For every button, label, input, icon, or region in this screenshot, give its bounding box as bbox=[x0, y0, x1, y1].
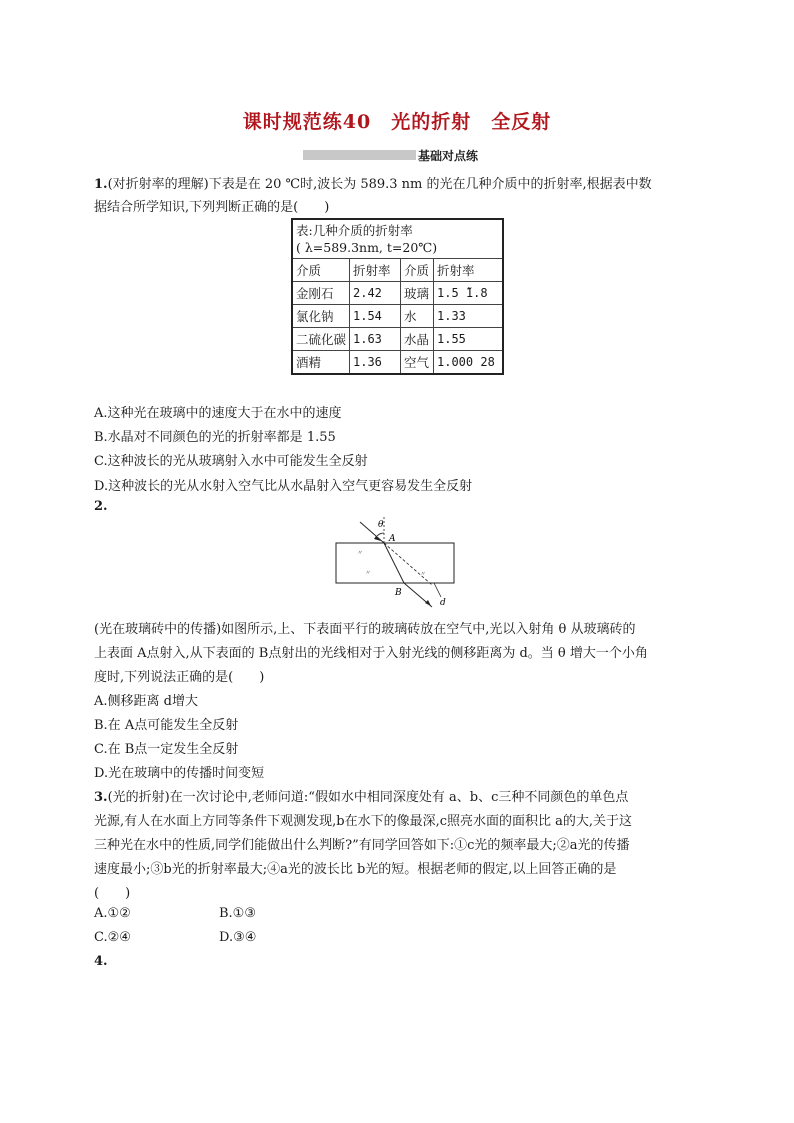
table-row bbox=[292, 328, 503, 351]
point-b-label: B bbox=[395, 588, 402, 598]
q3-option-c: C.②④ bbox=[94, 930, 131, 945]
table-cell: 氯化钠 bbox=[292, 305, 350, 328]
table-cell: 1.55 bbox=[434, 328, 504, 351]
q2-option-d: D.光在玻璃中的传播时间变短 bbox=[94, 766, 265, 781]
table-cell: 空气 bbox=[401, 351, 434, 375]
table-caption bbox=[292, 219, 503, 259]
q3-line3: 三种光在水中的性质,同学们能做出什么判断?”有同学回答如下:①c光的频率最大;②a光的传播 bbox=[94, 838, 630, 853]
q1-line2: 据结合所学知识,下列判断正确的是( ) bbox=[94, 200, 330, 215]
glass-brick bbox=[336, 543, 454, 583]
q1-option-c: C.这种波长的光从玻璃射入水中可能发生全反射 bbox=[94, 454, 368, 469]
refracted-ray bbox=[384, 543, 404, 583]
table-cell: 1.5 ̃1.8 bbox=[434, 282, 504, 305]
refractive-index-table bbox=[291, 218, 504, 375]
section-label: 基础对点练 bbox=[418, 149, 479, 163]
table-header: 介质 bbox=[292, 259, 350, 282]
incident-extension bbox=[384, 543, 432, 585]
q2-option-b: B.在 A点可能发生全反射 bbox=[94, 718, 239, 733]
table-header: 折射率 bbox=[434, 259, 504, 282]
table-cell: 2.42 bbox=[350, 282, 401, 305]
page-title: 课时规范练40 光的折射 全反射 bbox=[242, 111, 552, 133]
svg-text:〃: 〃 bbox=[365, 570, 372, 577]
svg-text:〃: 〃 bbox=[357, 550, 364, 557]
table-cell: 酒精 bbox=[292, 351, 350, 375]
table-cell: 1.33 bbox=[434, 305, 504, 328]
table-cell: 二硫化碳 bbox=[292, 328, 350, 351]
theta-label: θ bbox=[378, 520, 384, 530]
table-row bbox=[292, 282, 503, 305]
table-cell: 金刚石 bbox=[292, 282, 350, 305]
q2-line3: 度时,下列说法正确的是( ) bbox=[94, 670, 265, 685]
table-caption-title: 表:几种介质的折射率 bbox=[296, 223, 413, 238]
q1-option-d: D.这种波长的光从水射入空气比从水晶射入空气更容易发生全反射 bbox=[94, 479, 473, 494]
q3-option-a: A.①② bbox=[94, 906, 131, 921]
shift-marker bbox=[434, 583, 441, 597]
table-cell: 1.54 bbox=[350, 305, 401, 328]
glass-brick-figure bbox=[330, 513, 460, 613]
q3-option-d: D.③④ bbox=[219, 930, 257, 945]
q1-option-b: B.水晶对不同颜色的光的折射率都是 1.55 bbox=[94, 430, 336, 445]
q1-line1 bbox=[94, 173, 652, 192]
table-cell: 水 bbox=[401, 305, 434, 328]
q2-number: 2. bbox=[94, 499, 108, 514]
emergent-arrow bbox=[425, 600, 431, 606]
point-a-label: A bbox=[389, 534, 396, 544]
table-row bbox=[292, 351, 503, 375]
q3-line2: 光源,有人在水面上方同等条件下观测发现,b在水下的像最深,c照亮水面的面积比 a的大,关于这 bbox=[94, 814, 633, 829]
q3-number: 3. bbox=[94, 790, 108, 805]
table-header-row bbox=[292, 259, 503, 282]
q2-option-a: A.侧移距离 d增大 bbox=[94, 694, 198, 709]
q1-text1: (对折射率的理解)下表是在 20 ℃时,波长为 589.3 nm 的光在几种介质中的折射率,根据表中数 bbox=[107, 177, 652, 192]
q3-option-b: B.①③ bbox=[219, 906, 256, 921]
section-bar bbox=[303, 150, 416, 160]
q1-number: 1. bbox=[94, 177, 108, 192]
table-header: 介质 bbox=[401, 259, 434, 282]
table-cell: 水晶 bbox=[401, 328, 434, 351]
table-cell: 1.36 bbox=[350, 351, 401, 375]
q4-number: 4. bbox=[94, 954, 108, 969]
table-cell: 1.63 bbox=[350, 328, 401, 351]
q2-option-c: C.在 B点一定发生全反射 bbox=[94, 742, 239, 757]
d-label: d bbox=[440, 598, 446, 608]
q1-option-a: A.这种光在玻璃中的速度大于在水中的速度 bbox=[94, 406, 342, 421]
q3-text1: (光的折射)在一次讨论中,老师问道:“假如水中相同深度处有 a、b、c三种不同颜色的单色点 bbox=[107, 790, 629, 805]
q3-line4: 速度最小;③b光的折射率最大;④a光的波长比 b光的短。根据老师的假定,以上回答正确的是 bbox=[94, 862, 617, 877]
q3-line1 bbox=[94, 786, 628, 805]
table-cell: 1.000 28 bbox=[434, 351, 504, 375]
q3-line5: ( ) bbox=[94, 886, 131, 901]
table-row bbox=[292, 305, 503, 328]
table-header: 折射率 bbox=[350, 259, 401, 282]
table-cell: 玻璃 bbox=[401, 282, 434, 305]
angle-arc bbox=[377, 533, 384, 536]
table-caption-conditions: ( λ=589.3nm, t=20℃) bbox=[296, 240, 438, 255]
q2-line1: (光在玻璃砖中的传播)如图所示,上、下表面平行的玻璃砖放在空气中,光以入射角 θ 从玻璃砖的 bbox=[94, 622, 636, 637]
svg-text:〃: 〃 bbox=[420, 571, 427, 578]
q2-line2: 上表面 A点射入,从下表面的 B点射出的光线相对于入射光线的侧移距离为 d。当 θ 增大一个小角 bbox=[94, 646, 648, 661]
